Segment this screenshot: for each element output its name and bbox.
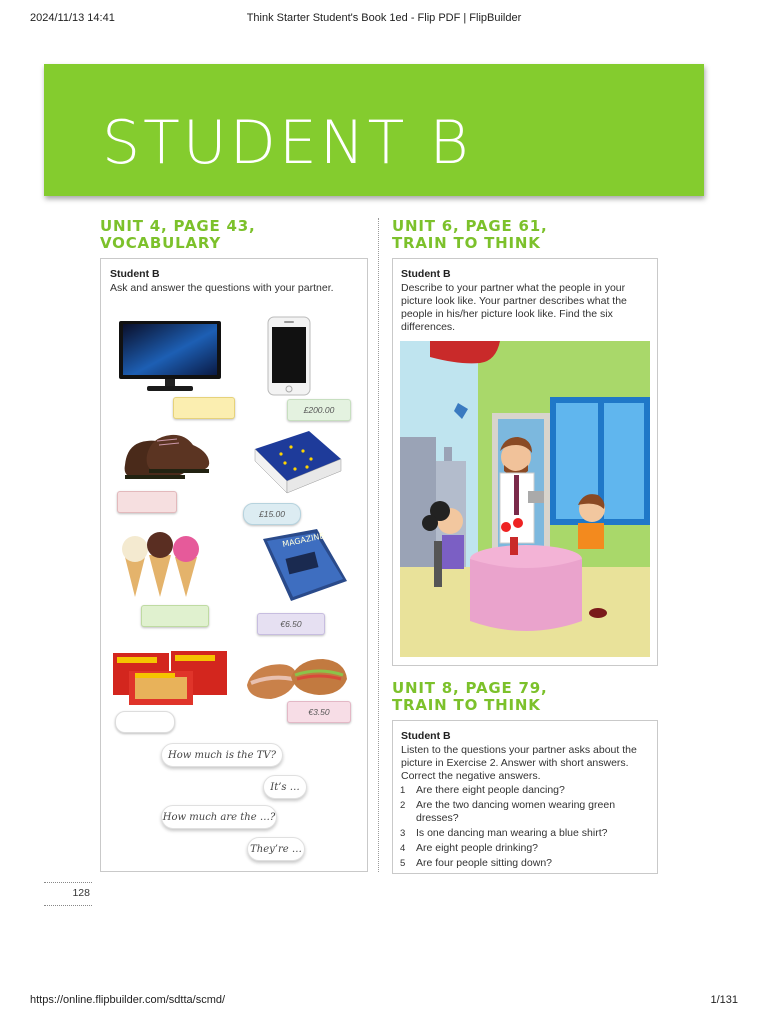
- cafe-scene-illustration: [400, 341, 650, 657]
- unit6-heading: [392, 218, 548, 252]
- student-b-banner: [44, 64, 704, 196]
- question-text: Are four people sitting down?: [416, 857, 553, 869]
- unit8-box-label: Student B: [401, 730, 451, 742]
- unit6-instruction: Describe to your partner what the people in your picture look like. Your partner describes what the people in his/her picture look like. Find the six differences.: [401, 282, 627, 333]
- unit4-heading-line2: VOCABULARY: [100, 234, 222, 252]
- phone-price-tag: £200.00: [287, 399, 351, 421]
- unit6-picture-box: [392, 258, 658, 666]
- sandwich-price-tag: €3.50: [287, 701, 351, 723]
- svg-text:MAGAZINE: MAGAZINE: [281, 531, 326, 549]
- unit8-instruction: Listen to the questions your partner asks about the picture in Exercise 2. Answer with short answers. Correct the negative answers.: [401, 744, 637, 782]
- list-item: [400, 827, 650, 840]
- unit4-box-label: Student B: [110, 268, 160, 280]
- page-number-area: [44, 882, 92, 906]
- unit4-heading-line1: UNIT 4, PAGE 43,: [100, 217, 256, 235]
- list-item: [400, 784, 650, 797]
- book-image: [251, 427, 345, 499]
- print-timestamp: 2024/11/13 14:41: [30, 12, 115, 24]
- ice-cream-image: [119, 525, 215, 599]
- page-number: 128: [72, 887, 90, 899]
- print-page-counter: 1/131: [710, 994, 738, 1006]
- unit4-vocabulary-box: [100, 258, 368, 872]
- question-number: 5: [400, 858, 406, 869]
- unit4-instruction: Ask and answer the questions with your partner.: [110, 282, 334, 294]
- unit6-heading-line1: UNIT 6, PAGE 61,: [392, 217, 548, 235]
- speech-bubble-answer-its: It’s …: [263, 775, 307, 799]
- print-url[interactable]: https://online.flipbuilder.com/sdtta/scmd/: [30, 994, 226, 1006]
- question-number: 3: [400, 828, 406, 839]
- smartphone-image: [265, 315, 315, 399]
- magazine-price-tag: €6.50: [257, 613, 325, 635]
- list-item: [400, 857, 650, 870]
- speech-bubble-question-plural: How much are the …?: [161, 805, 277, 829]
- unit8-heading: [392, 680, 548, 714]
- ice-cream-price-tag: [141, 605, 209, 627]
- list-item: [400, 842, 650, 855]
- magazine-image: [257, 525, 353, 607]
- sandwiches-image: [241, 649, 353, 707]
- print-page-title: Think Starter Student's Book 1ed - Flip PDF | FlipBuilder: [246, 12, 522, 24]
- question-number: 4: [400, 843, 406, 854]
- shoes-price-tag: [117, 491, 177, 513]
- unit6-heading-line2: TRAIN TO THINK: [392, 234, 541, 252]
- column-divider: [378, 218, 379, 872]
- question-number: 2: [400, 800, 406, 811]
- speech-bubble-question-tv: How much is the TV?: [161, 743, 283, 767]
- unit4-heading: [100, 218, 256, 252]
- book-price-tag: £15.00: [243, 503, 301, 525]
- unit8-heading-line2: TRAIN TO THINK: [392, 696, 541, 714]
- question-text: Are the two dancing women wearing green dresses?: [416, 799, 616, 824]
- pizza-price-tag: [115, 711, 175, 733]
- question-text: Are there eight people dancing?: [416, 784, 565, 796]
- banner-title: STUDENT B: [102, 108, 472, 178]
- unit6-box-label: Student B: [401, 268, 451, 280]
- tv-image: [117, 319, 225, 397]
- tv-price-tag: [173, 397, 235, 419]
- unit8-heading-line1: UNIT 8, PAGE 79,: [392, 679, 548, 697]
- unit8-question-list: [400, 784, 650, 872]
- pizza-boxes-image: [109, 647, 229, 709]
- list-item: [400, 799, 650, 825]
- speech-bubble-answer-theyre: They’re …: [247, 837, 305, 861]
- question-number: 1: [400, 785, 406, 796]
- question-text: Is one dancing man wearing a blue shirt?: [416, 827, 608, 839]
- shoes-image: [117, 419, 215, 491]
- question-text: Are eight people drinking?: [416, 842, 539, 854]
